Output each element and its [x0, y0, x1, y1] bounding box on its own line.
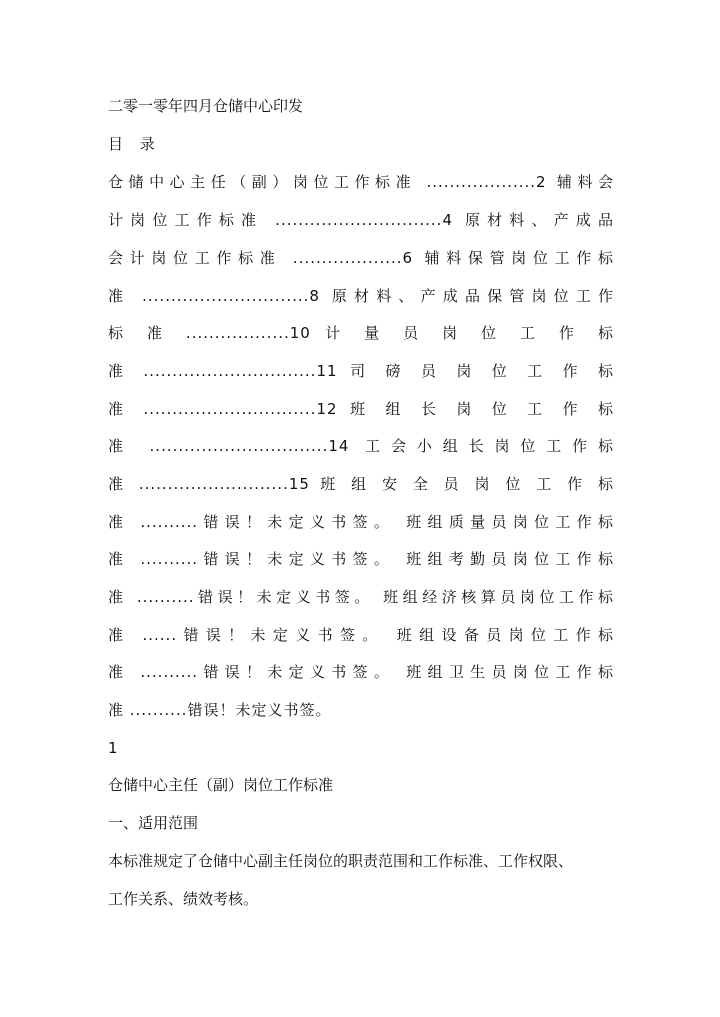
toc-line: 准 ..............................12 班 组 长 岗 位 工 作 标	[108, 400, 614, 418]
toc-line: 标 准 ..................10 计 量 员 岗 位 工 作 标	[108, 324, 614, 342]
toc-line: 计岗位工作标准 .............................4 原材料、产成品	[108, 211, 614, 229]
toc-line: 准 ..........错误！未定义书签。 班组卫生员岗位工作标	[108, 663, 614, 681]
toc-line: 准 ..........错误！未定义书签。	[108, 701, 332, 719]
section-subheading: 一、适用范围	[108, 814, 199, 832]
toc-line: 准 ..........错误！未定义书签。 班组考勤员岗位工作标	[108, 550, 614, 568]
toc-line: 准 ...............................14 工会小组长岗位工作标	[108, 437, 614, 455]
section-title: 仓储中心主任（副）岗位工作标准	[108, 776, 334, 794]
page-number: 1	[108, 739, 118, 757]
toc-line: 准 ..............................11 司 磅 员 岗 位 工 作 标	[108, 362, 614, 380]
toc-line: 准 ..........................15 班 组 安 全 员 岗 位 工 作 标	[108, 475, 614, 493]
toc-title: 目 录	[108, 135, 161, 153]
body-text-line: 本标准规定了仓储中心副主任岗位的职责范围和工作标准、工作权限、	[108, 852, 574, 870]
body-text-line: 工作关系、绩效考核。	[108, 890, 259, 908]
toc-line: 准 .............................8 原材料、产成品保管岗位工作	[108, 287, 614, 305]
toc-line: 准 ......错误！未定义书签。 班组设备员岗位工作标	[108, 626, 614, 644]
toc-line: 准 ..........错误！未定义书签。 班组质量员岗位工作标	[108, 513, 614, 531]
issuer-line: 二零一零年四月仓储中心印发	[108, 97, 304, 115]
toc-line: 仓储中心主任（副）岗位工作标准 ...................2 辅料会	[108, 173, 614, 191]
toc-line: 会计岗位工作标准 ...................6 辅料保管岗位工作标	[108, 249, 614, 267]
toc-line: 准 ..........错误！未定义书签。 班组经济核算员岗位工作标	[108, 588, 614, 606]
